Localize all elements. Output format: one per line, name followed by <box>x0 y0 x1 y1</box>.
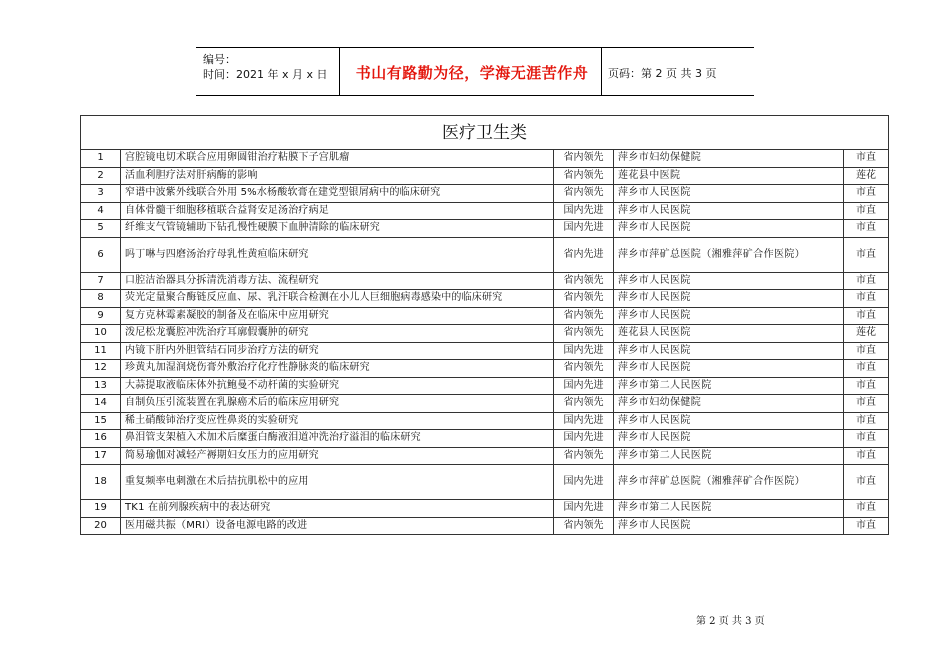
project-name: 纤维支气管镜辅助下钻孔慢性硬膜下血肿清除的临床研究 <box>121 220 554 238</box>
achievement-level: 省内领先 <box>554 360 614 378</box>
achievement-level: 省内领先 <box>554 290 614 308</box>
row-number: 13 <box>81 377 121 395</box>
institution: 莲花县人民医院 <box>614 325 844 343</box>
institution: 萍乡市人民医院 <box>614 360 844 378</box>
achievement-level: 省内领先 <box>554 325 614 343</box>
project-name: 泼尼松龙囊腔冲洗治疗耳廓假囊肿的研究 <box>121 325 554 343</box>
institution: 萍乡市人民医院 <box>614 517 844 535</box>
achievement-level: 国内先进 <box>554 377 614 395</box>
region: 市直 <box>844 465 889 500</box>
institution: 萍乡市人民医院 <box>614 185 844 203</box>
row-number: 9 <box>81 307 121 325</box>
table-row <box>81 290 889 308</box>
table-row <box>81 360 889 378</box>
institution: 萍乡市人民医院 <box>614 307 844 325</box>
region: 市直 <box>844 377 889 395</box>
project-name: 复方克林霉素凝胶的制备及在临床中应用研究 <box>121 307 554 325</box>
table-row <box>81 500 889 518</box>
region: 市直 <box>844 342 889 360</box>
row-number: 6 <box>81 237 121 272</box>
header-divider-right <box>601 47 602 95</box>
institution: 萍乡市第二人民医院 <box>614 500 844 518</box>
institution: 萍乡市萍矿总医院（湘雅萍矿合作医院） <box>614 465 844 500</box>
header-time-label: 时间：2021 年 x 月 x 日 <box>203 68 328 81</box>
row-number: 15 <box>81 412 121 430</box>
table-row <box>81 185 889 203</box>
table-row <box>81 395 889 413</box>
region: 市直 <box>844 395 889 413</box>
project-name: 稀土硝酸铈治疗变应性鼻炎的实验研究 <box>121 412 554 430</box>
header-page-info: 页码：第 2 页 共 3 页 <box>608 67 717 80</box>
institution: 萍乡市妇幼保健院 <box>614 150 844 168</box>
institution: 萍乡市人民医院 <box>614 220 844 238</box>
table-row <box>81 307 889 325</box>
achievement-level: 国内先进 <box>554 342 614 360</box>
row-number: 20 <box>81 517 121 535</box>
table-row <box>81 430 889 448</box>
achievement-level: 省内领先 <box>554 307 614 325</box>
project-name: 简易瑜伽对减轻产褥期妇女压力的应用研究 <box>121 447 554 465</box>
region: 莲花 <box>844 325 889 343</box>
institution: 萍乡市第二人民医院 <box>614 377 844 395</box>
row-number: 7 <box>81 272 121 290</box>
achievement-level: 省内领先 <box>554 517 614 535</box>
institution: 萍乡市人民医院 <box>614 272 844 290</box>
region: 市直 <box>844 237 889 272</box>
row-number: 19 <box>81 500 121 518</box>
header-motto: 书山有路勤为径，学海无涯苦作舟 <box>355 64 589 82</box>
achievement-level: 国内先进 <box>554 500 614 518</box>
region: 莲花 <box>844 167 889 185</box>
row-number: 11 <box>81 342 121 360</box>
table-row <box>81 517 889 535</box>
table-row <box>81 447 889 465</box>
achievement-level: 省内领先 <box>554 167 614 185</box>
project-name: 重复频率电刺激在术后拮抗肌松中的应用 <box>121 465 554 500</box>
table-row <box>81 220 889 238</box>
table-row <box>81 377 889 395</box>
institution: 萍乡市人民医院 <box>614 430 844 448</box>
row-number: 18 <box>81 465 121 500</box>
region: 市直 <box>844 185 889 203</box>
header-top-rule <box>196 47 754 48</box>
project-name: TK1 在前列腺疾病中的表达研究 <box>121 500 554 518</box>
table-row <box>81 325 889 343</box>
region: 市直 <box>844 272 889 290</box>
header-bottom-rule <box>196 95 754 96</box>
page-footer: 第 2 页 共 3 页 <box>696 616 765 627</box>
project-name: 自体骨髓干细胞移植联合益肾安足汤治疗病足 <box>121 202 554 220</box>
achievement-level: 国内先进 <box>554 465 614 500</box>
achievement-level: 省内领先 <box>554 395 614 413</box>
institution: 萍乡市人民医院 <box>614 412 844 430</box>
region: 市直 <box>844 360 889 378</box>
institution: 萍乡市第二人民医院 <box>614 447 844 465</box>
project-name: 医用磁共振（MRI）设备电源电路的改进 <box>121 517 554 535</box>
region: 市直 <box>844 447 889 465</box>
row-number: 3 <box>81 185 121 203</box>
row-number: 17 <box>81 447 121 465</box>
table-row <box>81 237 889 272</box>
region: 市直 <box>844 517 889 535</box>
achievement-level: 省内领先 <box>554 150 614 168</box>
region: 市直 <box>844 430 889 448</box>
achievement-level: 国内先进 <box>554 220 614 238</box>
institution: 萍乡市妇幼保健院 <box>614 395 844 413</box>
achievement-level: 省内领先 <box>554 272 614 290</box>
region: 市直 <box>844 307 889 325</box>
project-name: 珍黄丸加湿润烧伤膏外敷治疗化疗性静脉炎的临床研究 <box>121 360 554 378</box>
region: 市直 <box>844 202 889 220</box>
row-number: 8 <box>81 290 121 308</box>
achievement-level: 省内领先 <box>554 447 614 465</box>
row-number: 14 <box>81 395 121 413</box>
project-name: 鼻泪管支架植入术加术后糜蛋白酶液泪道冲洗治疗溢泪的临床研究 <box>121 430 554 448</box>
table-row <box>81 202 889 220</box>
table-row <box>81 412 889 430</box>
row-number: 12 <box>81 360 121 378</box>
achievement-level: 国内先进 <box>554 202 614 220</box>
institution: 萍乡市人民医院 <box>614 290 844 308</box>
achievement-level: 省内先进 <box>554 237 614 272</box>
row-number: 2 <box>81 167 121 185</box>
table-title: 医疗卫生类 <box>81 116 889 150</box>
project-name: 窄谱中波紫外线联合外用 5%水杨酸软膏在建党型银屑病中的临床研究 <box>121 185 554 203</box>
row-number: 5 <box>81 220 121 238</box>
achievement-level: 国内先进 <box>554 412 614 430</box>
project-name: 自制负压引流装置在乳腺癌术后的临床应用研究 <box>121 395 554 413</box>
row-number: 1 <box>81 150 121 168</box>
header-number-label: 编号： <box>203 53 236 66</box>
region: 市直 <box>844 500 889 518</box>
institution: 萍乡市萍矿总医院（湘雅萍矿合作医院） <box>614 237 844 272</box>
institution: 莲花县中医院 <box>614 167 844 185</box>
row-number: 4 <box>81 202 121 220</box>
table-row <box>81 150 889 168</box>
project-table <box>80 115 889 535</box>
row-number: 10 <box>81 325 121 343</box>
achievement-level: 省内领先 <box>554 185 614 203</box>
project-name: 宫腔镜电切术联合应用卵圆钳治疗粘膜下子宫肌瘤 <box>121 150 554 168</box>
region: 市直 <box>844 150 889 168</box>
table-row <box>81 342 889 360</box>
achievement-level: 国内先进 <box>554 430 614 448</box>
project-name: 荧光定量聚合酶链反应血、尿、乳汗联合检测在小儿人巨细胞病毒感染中的临床研究 <box>121 290 554 308</box>
header-divider-left <box>339 47 340 95</box>
header-meta <box>203 52 328 82</box>
table-row <box>81 272 889 290</box>
table-row <box>81 167 889 185</box>
region: 市直 <box>844 220 889 238</box>
project-name: 大蒜提取液临床体外抗鲍曼不动杆菌的实验研究 <box>121 377 554 395</box>
region: 市直 <box>844 290 889 308</box>
table-title-row <box>81 116 889 150</box>
region: 市直 <box>844 412 889 430</box>
table-row <box>81 465 889 500</box>
institution: 萍乡市人民医院 <box>614 202 844 220</box>
project-name: 吗丁啉与四磨汤治疗母乳性黄疸临床研究 <box>121 237 554 272</box>
institution: 萍乡市人民医院 <box>614 342 844 360</box>
project-name: 内镜下肝内外胆管结石同步治疗方法的研究 <box>121 342 554 360</box>
row-number: 16 <box>81 430 121 448</box>
project-name: 口腔洁治器具分拆清洗消毒方法、流程研究 <box>121 272 554 290</box>
project-name: 活血利胆疗法对肝病酶的影响 <box>121 167 554 185</box>
